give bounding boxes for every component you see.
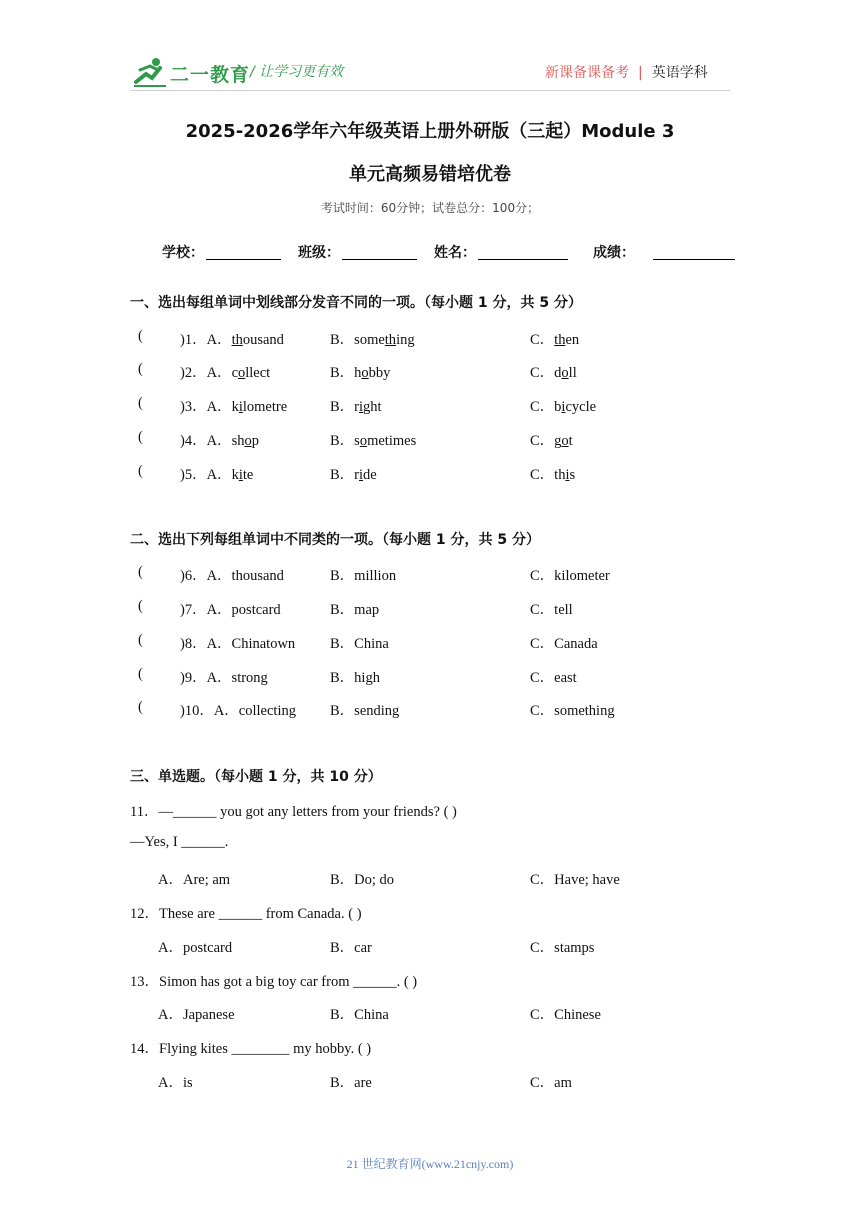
option-text: B．h (330, 365, 362, 381)
name-field (434, 242, 568, 262)
option-text: ght (363, 399, 382, 415)
option-text: llect (245, 365, 271, 381)
option-c (530, 361, 577, 382)
question-2 (180, 361, 270, 382)
option-c: C．Chinese (530, 1007, 601, 1023)
paren-open: ( (138, 699, 143, 715)
runner-logo-icon (132, 56, 170, 88)
option-text: bby (368, 365, 391, 381)
question-3 (180, 395, 287, 416)
header-tag-left: 新课备课备考 (545, 65, 629, 81)
question-13: 13．Simon has got a big toy car from ______. ( ) (130, 974, 418, 990)
question-6: )6．A．thousand (180, 568, 284, 584)
paren-open: ( (138, 463, 143, 479)
option-text: lometre (242, 399, 288, 415)
question-12: 12．These are ______ from Canada. ( ) (130, 906, 362, 922)
option-text: sh (231, 433, 245, 449)
score-field (593, 242, 735, 262)
option-text: B．s (330, 433, 360, 449)
option-c: C．stamps (530, 940, 595, 956)
header-slogan: / 让学习更有效 (250, 64, 344, 80)
score-blank[interactable] (653, 245, 735, 260)
page-title-line1: 2025-2026学年六年级英语上册外研版（三起）Module 3 (185, 121, 675, 142)
underlined-letters: i (561, 399, 566, 415)
option-text: k (231, 467, 239, 483)
underlined-letters: o (361, 365, 369, 381)
question-10: )10．A．collecting (180, 703, 296, 719)
header-separator: | (638, 65, 643, 81)
option-c: C．Have; have (530, 872, 620, 888)
option-c: C．Canada (530, 636, 598, 652)
option-text: C．b (530, 399, 562, 415)
question-number: )1．A． (180, 332, 232, 348)
question-5 (180, 463, 253, 484)
option-c: C．tell (530, 602, 573, 618)
paren-open: ( (138, 328, 143, 344)
option-text: C．g (530, 433, 562, 449)
underlined-letters: o (244, 433, 252, 449)
option-text: t (568, 433, 573, 449)
option-b: B．high (330, 670, 380, 686)
option-b: B．China (330, 1007, 389, 1023)
question-number: )4．A． (180, 433, 232, 449)
name-label: 姓名： (434, 245, 476, 261)
page-title-line2: 单元高频易错培优卷 (349, 164, 511, 185)
option-c: C．am (530, 1075, 572, 1091)
option-a: A．Japanese (158, 1007, 235, 1023)
question-11: 11．—______ you got any letters from your friends? ( ) (130, 804, 457, 820)
option-text: te (242, 467, 254, 483)
option-c: C．east (530, 670, 577, 686)
option-b: B．are (330, 1075, 372, 1091)
underlined-letters: i (359, 399, 364, 415)
paren-open: ( (138, 666, 143, 682)
option-c: C．something (530, 703, 615, 719)
option-text: s (569, 467, 576, 483)
option-text: ousand (242, 332, 284, 348)
option-text: en (565, 332, 580, 348)
option-text: p (251, 433, 259, 449)
option-text: B．r (330, 467, 359, 483)
option-b: B．China (330, 636, 389, 652)
section3-heading: 三、单选题。（每小题 1 分，共 10 分） (130, 769, 382, 785)
question-11-answer-line: —Yes, I ______. (130, 834, 229, 850)
option-text: k (231, 399, 239, 415)
name-blank[interactable] (478, 245, 568, 260)
school-field (162, 242, 281, 262)
option-b: B．million (330, 568, 397, 584)
question-9: )9．A．strong (180, 670, 268, 686)
option-text: B．some (330, 332, 385, 348)
option-b: B．Do; do (330, 872, 395, 888)
option-text: C． (530, 332, 555, 348)
score-label: 成绩： (593, 245, 635, 261)
option-b: B．sending (330, 703, 400, 719)
question-14: 14．Flying kites ________ my hobby. ( ) (130, 1041, 372, 1057)
class-blank[interactable] (342, 245, 417, 260)
school-blank[interactable] (206, 245, 281, 260)
class-label: 班级： (298, 245, 340, 261)
question-7: )7．A．postcard (180, 602, 281, 618)
option-b (330, 361, 390, 382)
underlined-letters: i (238, 467, 243, 483)
option-b (330, 395, 382, 416)
paren-open: ( (138, 429, 143, 445)
option-text: ll (568, 365, 577, 381)
section2-heading: 二、选出下列每组单词中不同类的一项。（每小题 1 分，共 5 分） (130, 532, 540, 548)
paren-open: ( (138, 395, 143, 411)
option-c (530, 463, 575, 484)
option-a: A．Are; am (158, 872, 231, 888)
section1-heading: 一、选出每组单词中划线部分发音不同的一项。（每小题 1 分，共 5 分） (130, 295, 582, 311)
header-tag-right: 英语学科 (651, 65, 708, 81)
option-b: B．car (330, 940, 372, 956)
underlined-letters: o (561, 433, 569, 449)
option-text: C．d (530, 365, 562, 381)
header-divider (130, 90, 730, 91)
paren-open: ( (138, 598, 143, 614)
option-b: B．map (330, 602, 380, 618)
option-a: A．postcard (158, 940, 233, 956)
option-text: B．r (330, 399, 359, 415)
underlined-letters: o (238, 365, 246, 381)
question-4 (180, 429, 259, 450)
option-text: de (363, 467, 377, 483)
option-b (330, 429, 416, 450)
option-text: C．th (530, 467, 566, 483)
question-1 (180, 328, 284, 349)
school-label: 学校： (162, 245, 204, 261)
paren-open: ( (138, 361, 143, 377)
option-text: cycle (565, 399, 597, 415)
option-c: C．kilometer (530, 568, 610, 584)
question-8: )8．A．Chinatown (180, 636, 296, 652)
option-a: A．is (158, 1075, 193, 1091)
underlined-letters: i (238, 399, 243, 415)
exam-meta: 考试时间：60分钟；试卷总分：100分； (320, 201, 540, 215)
underlined-letters: th (384, 332, 397, 348)
option-text: c (231, 365, 238, 381)
underlined-letters: i (359, 467, 364, 483)
underlined-letters: o (561, 365, 569, 381)
option-c (530, 395, 596, 416)
option-text: metimes (367, 433, 417, 449)
header-right (545, 62, 708, 82)
option-text: ing (396, 332, 415, 348)
underlined-letters: th (231, 332, 243, 348)
footer-source[interactable]: 21 世纪教育网(www.21cnjy.com) (346, 1157, 514, 1171)
underlined-letters: o (359, 433, 368, 449)
underlined-letters: i (565, 467, 570, 483)
question-number: )2．A． (180, 365, 232, 381)
option-c (530, 429, 573, 450)
paren-open: ( (138, 632, 143, 648)
option-b (330, 328, 415, 349)
underlined-letters: th (554, 332, 566, 348)
question-number: )3．A． (180, 399, 232, 415)
question-number: )5．A． (180, 467, 232, 483)
paren-open: ( (138, 564, 143, 580)
brand-logo-text: 二一教育 (170, 64, 251, 86)
class-field (298, 242, 417, 262)
option-b (330, 463, 377, 484)
option-c (530, 328, 579, 349)
